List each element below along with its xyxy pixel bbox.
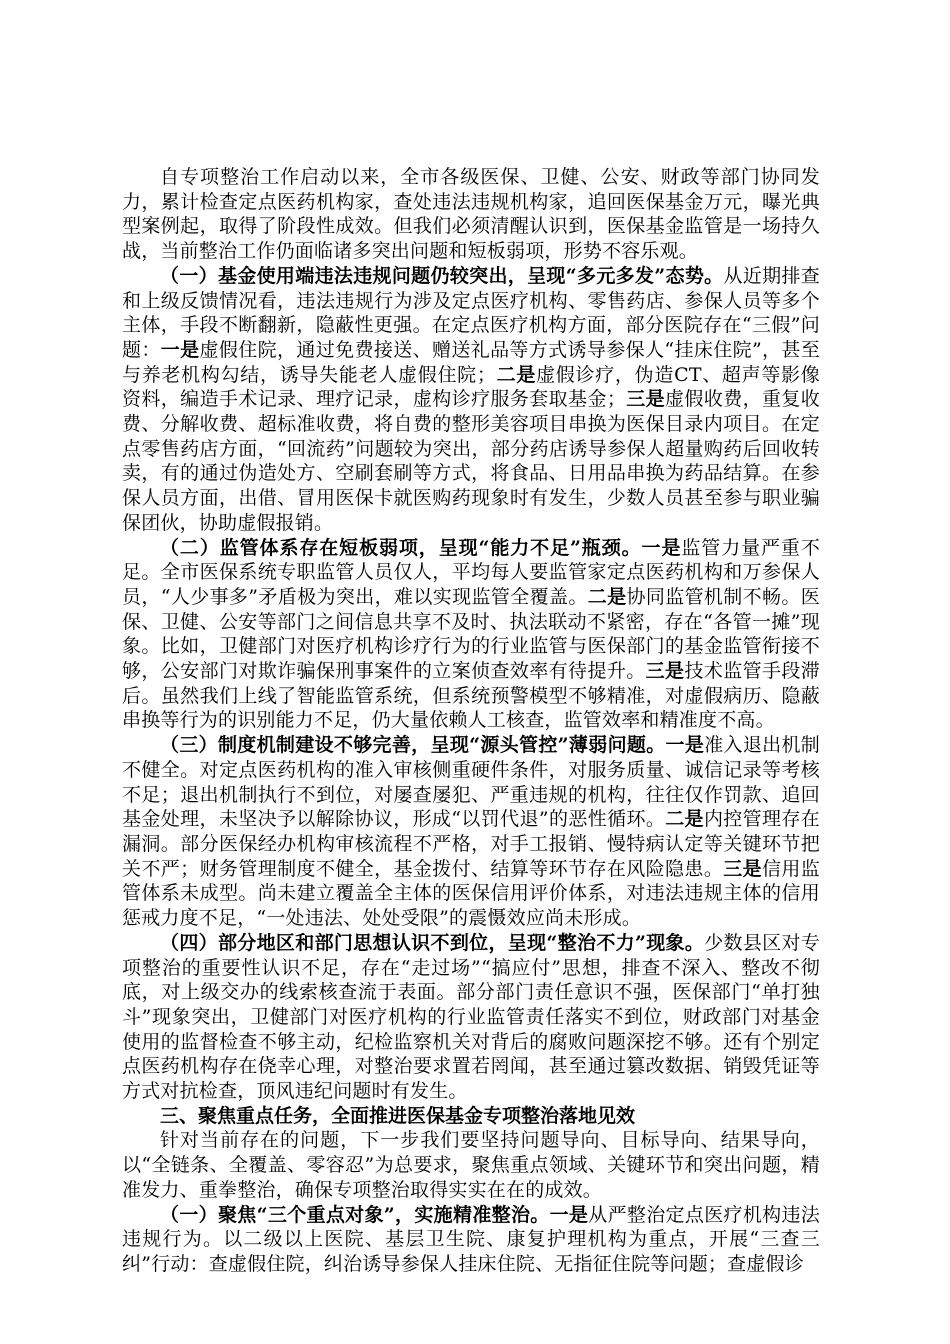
issue-4-paragraph — [122, 931, 820, 1104]
issue-2-marker-1: 一是 — [641, 536, 682, 559]
issue-4-text-1: 少数县区对专项整治的重要性认识不足，存在“走过场”“搞应付”思想，排查不深入、整改不彻底，对上级交办的线索核查流于表面。部分部门责任意识不强，医保部门“单打独斗”现象突出，卫健部门对医疗机构的行业监管责任落实不到位，财政部门对基金使用的监督检查不够主动，纪检监察机关对背后的腐败问题深挖不够。还有个别定点医药机构存在侥幸心理，对整治要求置若罔闻，甚至通过篡改数据、销毁凭证等方式对抗检查，顶风违纪问题时有发生。 — [122, 931, 820, 1103]
issue-1-heading: （一）基金使用端违法违规问题仍较突出，呈现“多元多发”态势。 — [160, 264, 724, 287]
issue-3-text-2: 内控管理存在漏洞。部分医保经办机构审核流程不严格，对手工报销、慢特病认定等关键环节把关不严；财务管理制度不健全，基金拨付、结算等环节存在风险隐患。 — [122, 808, 820, 880]
issue-1-marker-2: 二是 — [496, 363, 537, 386]
issue-1-text-1: 从近期排查和上级反馈情况看，违法违规行为涉及定点医疗机构、零售药店、参保人员等多个主体，手段不断翻新，隐蔽性更强。在定点医疗机构方面，部分医院存在“三假”问题： — [122, 264, 820, 361]
issue-3-text-1: 准入退出机制不健全。对定点医药机构的准入审核侧重硬件条件，对服务质量、诚信记录等考核不足；退出机制执行不到位，对屡查屡犯、严重违规的机构，往往仅作罚款、追回基金处理，未坚决予以解除协议，形成“以罚代退”的恶性循环。 — [122, 734, 821, 831]
issue-2-heading: （二）监管体系存在短板弱项，呈现“能力不足”瓶颈。 — [160, 536, 642, 559]
issue-3-marker-3: 三是 — [723, 857, 763, 880]
section-3-title: 三、聚焦重点任务，全面推进医保基金专项整治落地见效 — [160, 1104, 636, 1127]
issue-3-marker-2: 二是 — [665, 808, 704, 831]
section-3-intro — [122, 1128, 820, 1202]
issue-1-paragraph — [122, 264, 820, 536]
task-1-text-1: 从严整治定点医疗机构违法违规行为。以二级以上医院、基层卫生院、康复护理机构为重点，开展“三查三纠”行动：查虚假住院，纠治诱导参保人挂床住院、无指征住院等问题；查虚假诊 — [122, 1203, 821, 1275]
issue-1-text-3: 虚假诊疗，伪造CT、超声等影像资料，编造手术记录、理疗记录，虚构诊疗服务套取基金； — [122, 363, 820, 411]
task-1-heading: （一）聚焦“三个重点对象”，实施精准整治。 — [160, 1203, 550, 1226]
issue-2-paragraph — [122, 536, 820, 734]
intro-text: 自专项整治工作启动以来，全市各级医保、卫健、公安、财政等部门协同发力，累计检查定点医药机构家，查处违法违规机构家，追回医保基金万元，曝光典型案例起，取得了阶段性成效。但我们必须清醒认识到，医保基金监管是一场持久战，当前整治工作仍面临诸多突出问题和短板弱项，形势不容乐观。 — [122, 166, 820, 263]
task-1-paragraph — [122, 1203, 820, 1277]
issue-3-paragraph — [122, 733, 820, 931]
issue-2-text-1: 监管力量严重不足。全市医保系统专职监管人员仅人，平均每人要监管家定点医药机构和万参保人员，“人少事多”矛盾极为突出，难以实现监管全覆盖。 — [122, 536, 821, 608]
issue-4-heading: （四）部分地区和部门思想认识不到位，呈现“整治不力”现象。 — [160, 931, 705, 954]
intro-paragraph — [122, 165, 820, 264]
task-1-marker-1: 一是 — [549, 1203, 589, 1226]
issue-2-marker-3: 三是 — [645, 660, 685, 683]
issue-3-heading: （三）制度机制建设不够完善，呈现“源头管控”薄弱问题。 — [160, 734, 666, 757]
issue-3-text-3: 信用监管体系未成型。尚未建立覆盖全主体的医保信用评价体系，对违法违规主体的信用惩戒力度不足，“一处违法、处处受限”的震慑效应尚未形成。 — [122, 857, 821, 930]
issue-1-text-2: 虚假住院，通过免费接送、赠送礼品等方式诱导参保人“挂床住院”，甚至与养老机构勾结，诱导失能老人虚假住院； — [122, 338, 821, 386]
issue-2-text-2: 协同监管机制不畅。医保、卫健、公安等部门之间信息共享不及时、执法联动不紧密，存在“各管一摊”现象。比如，卫健部门对医疗机构诊疗行为的行业监管与医保部门的基金监管衔接不够，公安部门对欺诈骗保刑事案件的立案侦查效率有待提升。 — [122, 585, 820, 683]
issue-2-text-3: 技术监管手段滞后。虽然我们上线了智能监管系统，但系统预警模型不够精准，对虚假病历、隐蔽串换等行为的识别能力不足，仍大量依赖人工核查，监管效率和精准度不高。 — [122, 660, 821, 732]
section-3-intro-text: 针对当前存在的问题，下一步我们要坚持问题导向、目标导向、结果导向，以“全链条、全覆盖、零容忍”为总要求，聚焦重点领域、关键环节和突出问题，精准发力、重拳整治，确保专项整治取得实实在在的成效。 — [122, 1129, 820, 1201]
issue-3-marker-1: 一是 — [665, 734, 705, 757]
issue-1-marker-1: 一是 — [160, 338, 200, 361]
issue-1-text-4: 虚假收费，重复收费、分解收费、超标准收费，将自费的整形美容项目串换为医保目录内项目。在定点零售药店方面，“回流药”问题较为突出，部分药店诱导参保人超量购药后回收转卖，有的通过伪造处方、空刷套刷等方式，将食品、日用品串换为药品结算。在参保人员方面，出借、冒用医保卡就医购药现象时有发生，少数人员甚至参与职业骗保团伙，协助虚假报销。 — [122, 388, 820, 534]
issue-2-marker-2: 二是 — [587, 585, 627, 608]
issue-1-marker-3: 三是 — [626, 388, 666, 411]
